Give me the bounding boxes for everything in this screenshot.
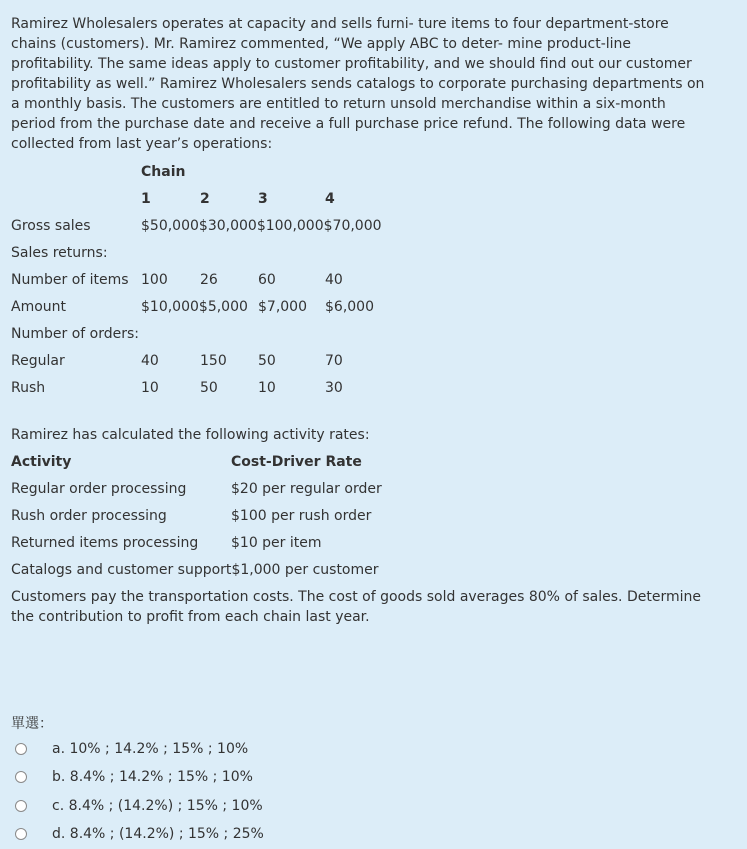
rush-chain-3: 10 — [258, 380, 276, 396]
gross-sales-chain-3: $100,000 — [256, 218, 324, 234]
row-label-regular: Regular — [11, 353, 65, 369]
items-chain-2: 26 — [200, 272, 218, 288]
option-a-label[interactable]: a. 10% ; 14.2% ; 15% ; 10% — [52, 741, 249, 757]
row-label-number-of-orders: Number of orders: — [11, 326, 139, 342]
activity-regular-order: Regular order processing — [11, 481, 187, 497]
regular-chain-1: 40 — [141, 353, 159, 369]
rate-returned-items: $10 per item — [231, 535, 322, 551]
amount-chain-3: $7,000 — [258, 299, 307, 315]
chain-col-2: 2 — [200, 191, 210, 207]
regular-chain-2: 150 — [200, 353, 227, 369]
problem-closing: Customers pay the transportation costs. The cost of goods sold averages 80% of sales. Determine the contribution to profit from each chain last year. — [11, 589, 701, 625]
option-c-radio[interactable] — [15, 800, 27, 812]
activity-header: Activity — [11, 454, 72, 470]
activity-intro: Ramirez has calculated the following activity rates: — [11, 427, 370, 443]
rate-header: Cost-Driver Rate — [231, 454, 362, 470]
rush-chain-2: 50 — [200, 380, 218, 396]
option-d-radio[interactable] — [15, 828, 27, 840]
items-chain-4: 40 — [325, 272, 343, 288]
regular-chain-3: 50 — [258, 353, 276, 369]
option-a-radio[interactable] — [15, 743, 27, 755]
amount-values-1-2 — [141, 297, 248, 317]
rate-regular-order: $20 per regular order — [231, 481, 382, 497]
amount-chain-2: $5,000 — [198, 299, 248, 315]
amount-chain-4: $6,000 — [325, 299, 374, 315]
activity-catalogs: Catalogs and customer support — [11, 562, 232, 578]
chain-col-1: 1 — [141, 191, 151, 207]
gross-sales-values — [141, 216, 382, 236]
chain-header: Chain — [141, 164, 186, 180]
items-chain-3: 60 — [258, 272, 276, 288]
problem-intro: Ramirez Wholesalers operates at capacity and sells furni- ture items to four department-store chains (customers). Mr. Ramirez commented, “We apply ABC to deter- mine product-line profitability. The same ideas apply to customer profitability, and we should find out our customer profitability as well.” Ramirez Wholesalers sends catalogs to corporate purchasing departments on a monthly basis. The customers are entitled to return unsold merchandise within a six-month period from the purchase date and receive a full purchase price refund. The following data were collected from last year’s operations: — [11, 16, 705, 152]
question-type-label: 單選： — [11, 716, 53, 732]
regular-chain-4: 70 — [325, 353, 343, 369]
chain-col-3: 3 — [258, 191, 268, 207]
items-chain-1: 100 — [141, 272, 168, 288]
row-label-gross-sales: Gross sales — [11, 218, 91, 234]
rush-chain-4: 30 — [325, 380, 343, 396]
rate-rush-order: $100 per rush order — [231, 508, 372, 524]
option-b-label[interactable]: b. 8.4% ; 14.2% ; 15% ; 10% — [52, 769, 253, 785]
gross-sales-chain-2: $30,000 — [198, 218, 257, 234]
option-b-radio[interactable] — [15, 771, 27, 783]
option-d-label[interactable]: d. 8.4% ; (14.2%) ; 15% ; 25% — [52, 826, 264, 842]
gross-sales-chain-1: $50,000 — [141, 218, 199, 234]
activity-catalogs-row — [11, 560, 379, 580]
row-label-number-of-items: Number of items — [11, 272, 129, 288]
chain-col-4: 4 — [325, 191, 335, 207]
row-label-amount: Amount — [11, 299, 67, 315]
rate-catalogs: $1,000 per customer — [231, 562, 379, 578]
amount-chain-1: $10,000 — [141, 299, 199, 315]
activity-returned-items: Returned items processing — [11, 535, 199, 551]
option-c-label[interactable]: c. 8.4% ; (14.2%) ; 15% ; 10% — [52, 798, 263, 814]
row-label-rush: Rush — [11, 380, 46, 396]
gross-sales-chain-4: $70,000 — [323, 218, 382, 234]
row-label-sales-returns: Sales returns: — [11, 245, 108, 261]
activity-rush-order: Rush order processing — [11, 508, 167, 524]
rush-chain-1: 10 — [141, 380, 159, 396]
